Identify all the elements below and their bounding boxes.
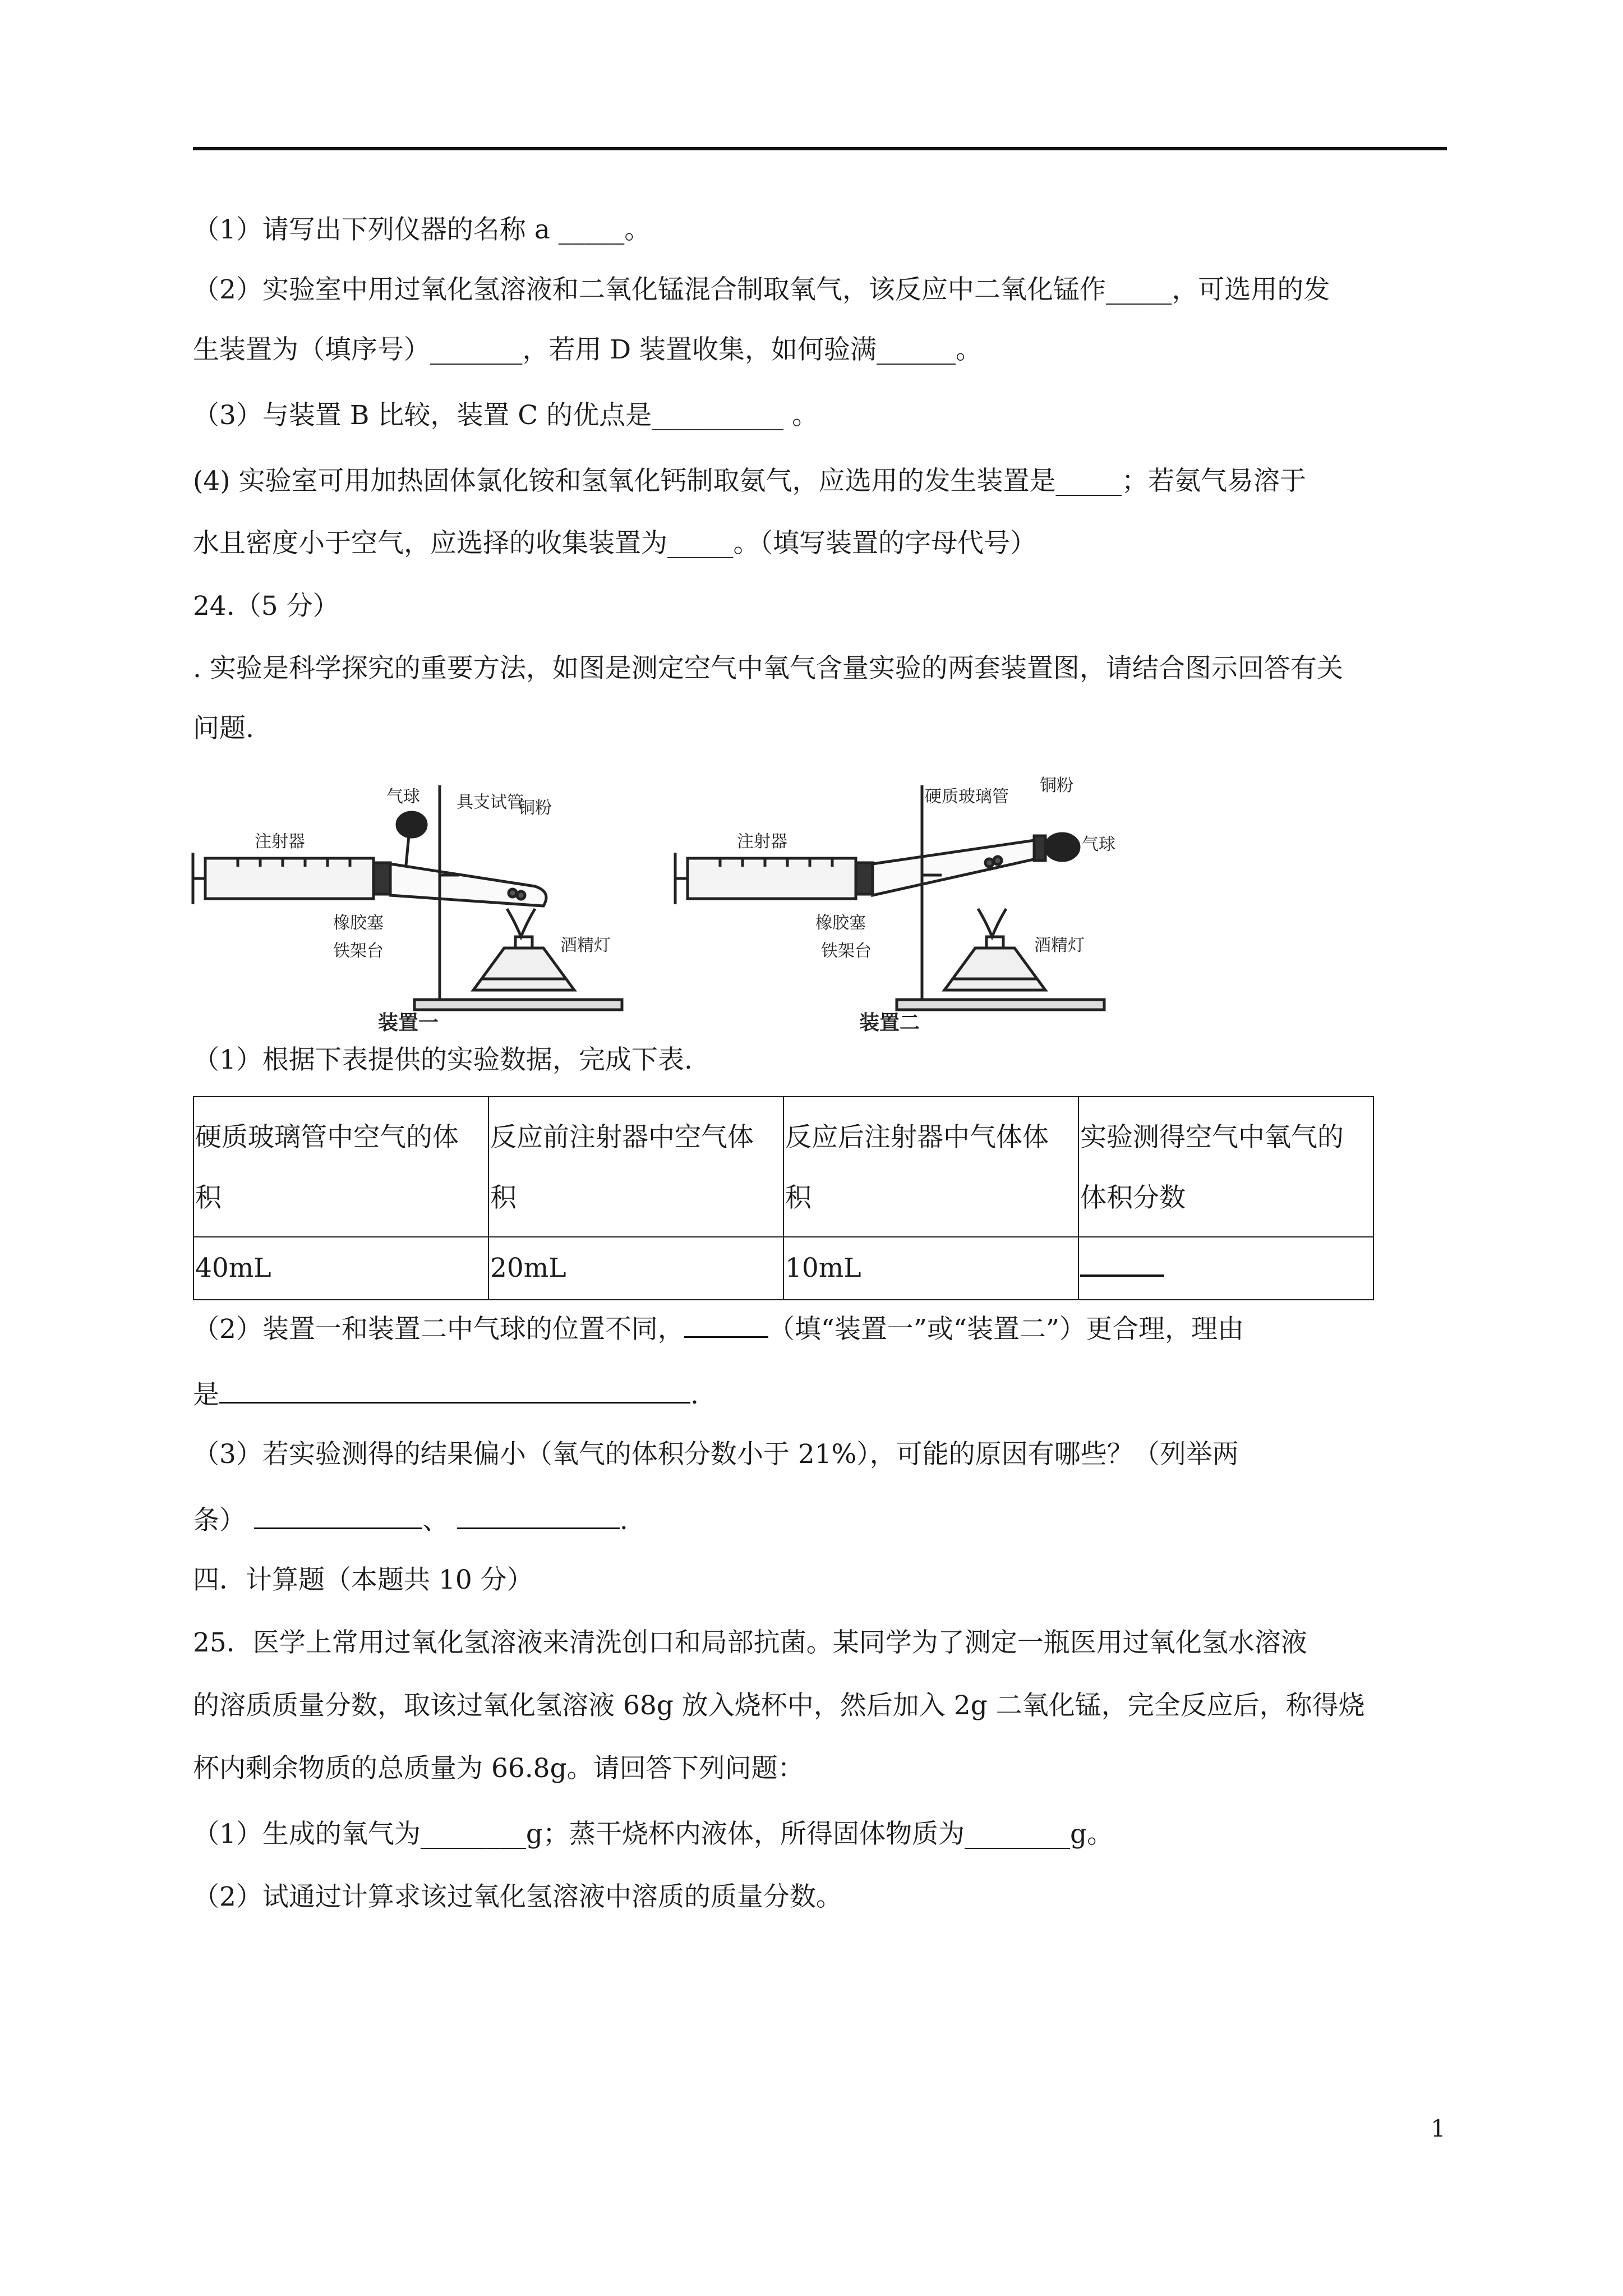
label-copper-2: 铜粉: [1040, 776, 1073, 795]
section-heading: 四．计算题（本题共 10 分）: [193, 1565, 533, 1595]
q24-part3-line1: （3）若实验测得的结果偏小（氧气的体积分数小于 21%），可能的原因有哪些？（列举两: [193, 1439, 1239, 1470]
q25-line1: 25．医学上常用过氧化氢溶液来清洗创口和局部抗菌。某同学为了测定一瓶医用过氧化氢水溶液: [193, 1627, 1307, 1658]
q24-part2-line1: （2）装置一和装置二中气球的位置不同， （填“装置一”或“装置二”）更合理，理由: [193, 1309, 1244, 1346]
table-cell: 10mL: [783, 1237, 1078, 1300]
q24-heading: 24.（5 分）: [193, 591, 339, 622]
q25-part2: （2）试通过计算求该过氧化氢溶液中溶质的质量分数。: [193, 1881, 842, 1912]
table-cell-answer-blank[interactable]: [1078, 1237, 1373, 1300]
q25-part1: （1）生成的氧气为________g；蒸干烧杯内液体，所得固体物质为________g。: [193, 1819, 1114, 1849]
label-lamp-1: 酒精灯: [560, 936, 611, 955]
q24-part1: （1）根据下表提供的实验数据，完成下表.: [193, 1045, 693, 1075]
label-syringe-1: 注射器: [255, 832, 305, 852]
q24-part3-line2: 条） 、 .: [193, 1501, 628, 1538]
label-stand-2: 铁架台: [821, 941, 872, 961]
q23-part4-line1: (4) 实验室可用加热固体氯化铵和氢氧化钙制取氨气，应选用的发生装置是_____；若氨气易溶于: [193, 466, 1307, 496]
label-tube-2: 硬质玻璃管: [925, 787, 1009, 807]
apparatus-figure: [193, 769, 1115, 1034]
label-copper-1: 铜粉: [518, 798, 552, 818]
caption-apparatus-2: 装置二: [859, 1011, 920, 1034]
table-header-cell: 实验测得空气中氧气的 体积分数: [1078, 1097, 1373, 1237]
apparatus-one: [193, 785, 622, 1010]
table-header-cell: 硬质玻璃管中空气的体 积: [193, 1097, 488, 1237]
q24-intro-line1: . 实验是科学探究的重要方法，如图是测定空气中氧气含量实验的两套装置图，请结合图示回答有关: [193, 653, 1343, 684]
experiment-data-table: [193, 1096, 1374, 1300]
table-header-cell: 反应后注射器中气体体 积: [783, 1097, 1078, 1237]
answer-blank[interactable]: [1080, 1241, 1164, 1277]
label-balloon-1: 气球: [386, 787, 420, 807]
label-stopper-2: 橡胶塞: [815, 913, 866, 933]
table-header-cell: 反应前注射器中空气体 积: [488, 1097, 783, 1237]
table-row: [193, 1237, 1373, 1300]
label-syringe-2: 注射器: [737, 832, 787, 852]
q24-part2-line2: 是 .: [193, 1375, 699, 1412]
label-balloon-2: 气球: [1082, 835, 1115, 854]
table-cell: 20mL: [488, 1237, 783, 1300]
q23-part2-line1: （2）实验室中用过氧化氢溶液和二氧化锰混合制取氧气，该反应中二氧化锰作_____，可选用的发: [193, 274, 1330, 305]
answer-blank[interactable]: [254, 1501, 422, 1529]
q25-line3: 杯内剩余物质的总质量为 66.8g。请回答下列问题：: [193, 1753, 804, 1784]
answer-blank[interactable]: [219, 1375, 690, 1404]
caption-apparatus-1: 装置一: [378, 1011, 439, 1034]
header-rule: [193, 147, 1447, 150]
page-number: 1: [1431, 2115, 1446, 2142]
label-lamp-2: 酒精灯: [1034, 936, 1085, 955]
q24-intro-line2: 问题.: [193, 713, 254, 744]
q25-line2: 的溶质质量分数，取该过氧化氢溶液 68g 放入烧杯中，然后加入 2g 二氧化锰，完全反应后，称得烧: [193, 1690, 1365, 1721]
label-stopper-1: 橡胶塞: [333, 913, 384, 933]
q23-part4-line2: 水且密度小于空气，应选择的收集装置为_____。（填写装置的字母代号）: [193, 528, 1036, 559]
q23-part1: （1）请写出下列仪器的名称 a _____。: [193, 214, 651, 245]
label-stand-1: 铁架台: [333, 941, 384, 961]
table-cell: 40mL: [193, 1237, 488, 1300]
answer-blank[interactable]: [684, 1309, 768, 1338]
table-header-row: [193, 1097, 1373, 1237]
answer-blank[interactable]: [457, 1501, 620, 1529]
apparatus-two: [675, 785, 1104, 1010]
q23-part3: （3）与装置 B 比较，装置 C 的优点是__________ 。: [193, 400, 819, 431]
label-tube-1: 具支试管: [457, 793, 524, 812]
q23-part2-line2: 生装置为（填序号）_______，若用 D 装置收集，如何验满______。: [193, 334, 983, 365]
